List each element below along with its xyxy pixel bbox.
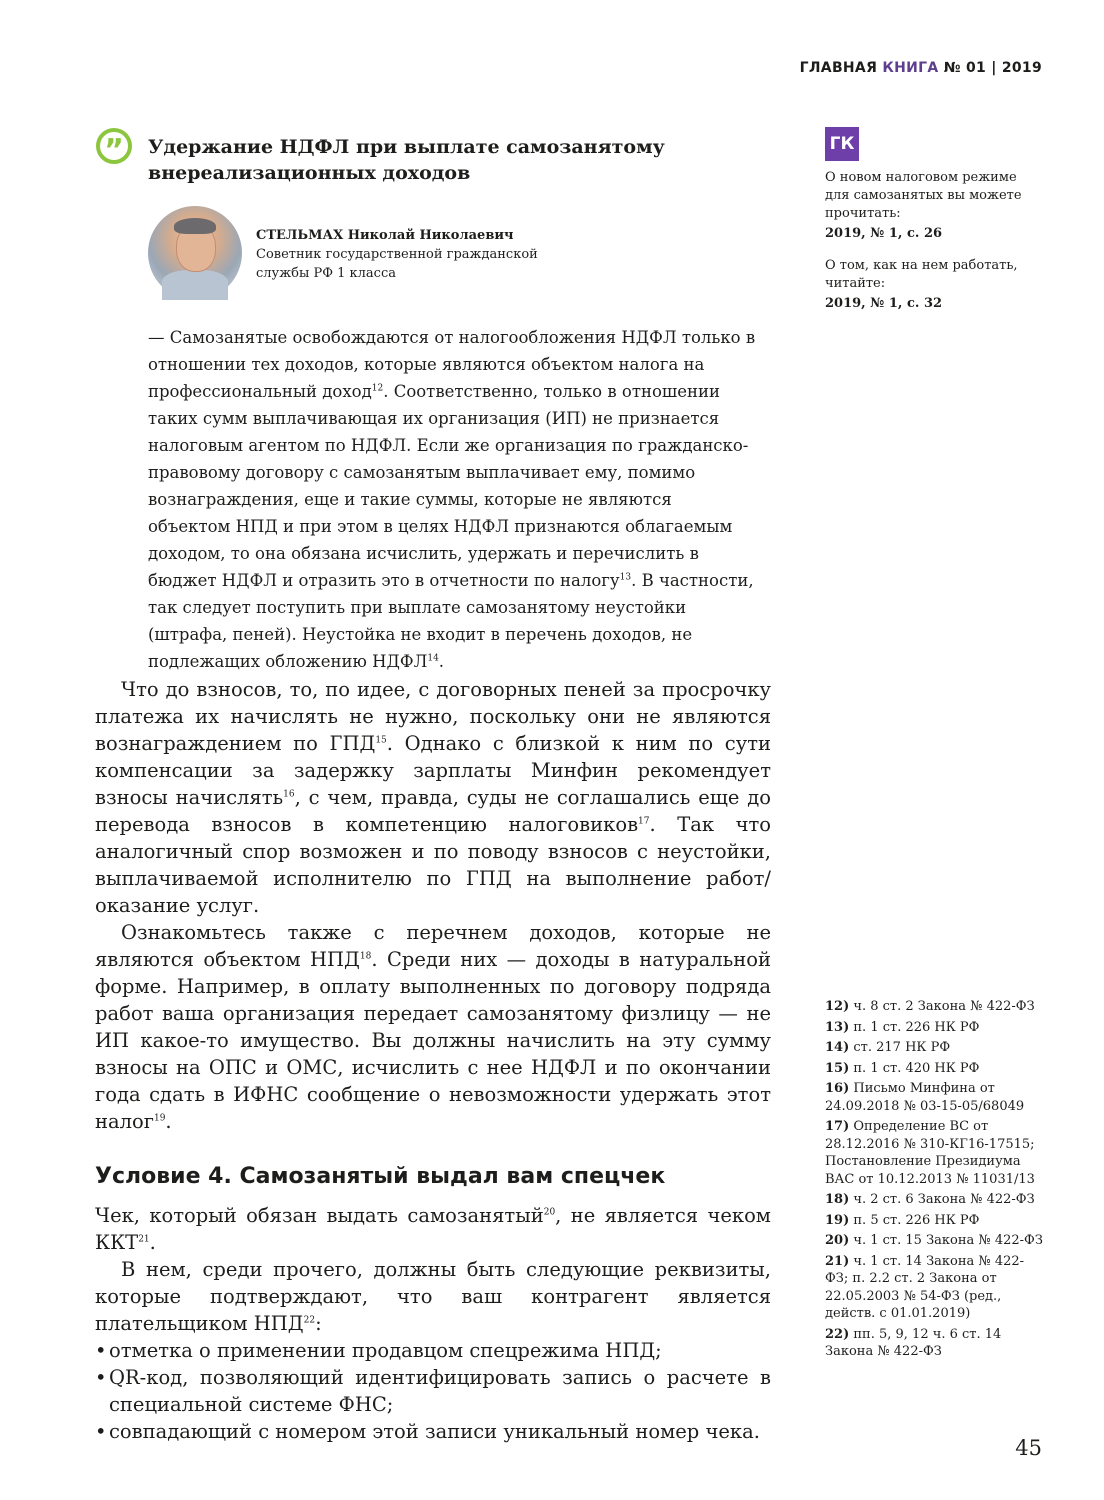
footnote: 18) ч. 2 ст. 6 Закона № 422-ФЗ bbox=[825, 1192, 1035, 1207]
paragraph: Чек, который обязан выдать самозанятый$^{20}$, не является чеком ККТ$^{21}$. bbox=[95, 1204, 771, 1254]
brand-main: ГЛАВНАЯ bbox=[799, 60, 878, 76]
footnote: 15) п. 1 ст. 420 НК РФ bbox=[825, 1060, 980, 1076]
sidebar-reference-link[interactable]: 2019, № 1, с. 32 bbox=[825, 296, 943, 311]
quote-body: — Самозанятые освобождаются от налогообложения НДФЛ только в отношении тех доходов, которые являются объектом налога на профессиональный доход$^{12}$. Соответственно, только в отношении таких сумм выплачивающая их организация (ИП) не признается налоговым агентом по НДФЛ. Если же организация по гражданско-правовому договору с самозанятым выплачивает ему, помимо вознаграждения, еще и такие суммы, которые не являются объектом НПД и при этом в целях НДФЛ признаются облагаемым доходом, то она обязана исчислить, удержать и перечислить в бюджет НДФЛ и отразить это в отчетности по налогу$^{13}$. В частности, так следует поступить при выплате самозанятому неустойки (штрафа, пеней). Неустойка не входит в перечень доходов, не подлежащих обложению НДФЛ$^{14}$. bbox=[148, 328, 756, 671]
footnote: 21) ч. 1 ст. 14 Закона № 422-ФЗ; п. 2.2 ст. 2 Закона от 22.05.2003 № 54-ФЗ (ред., действ. с 01.01.2019) bbox=[825, 1253, 1025, 1321]
footnote: 12) ч. 8 ст. 2 Закона № 422-ФЗ bbox=[825, 999, 1035, 1014]
sidebar-note: О том, как на нем работать, читайте: bbox=[825, 258, 1018, 291]
footnote: 17) Определение ВС от 28.12.2016 № 310-КГ16-17515; Постановление Президиума ВАС от 10.12.2013 № 11031/13 bbox=[825, 1119, 1035, 1187]
paragraph: В нем, среди прочего, должны быть следующие реквизиты, которые подтверждают, что ваш контрагент является плательщиком НПД$^{22}$: bbox=[95, 1258, 771, 1335]
footnote: 16) Письмо Минфина от 24.09.2018 № 03-15-05/68049 bbox=[825, 1081, 1025, 1114]
quote-title: Удержание НДФЛ при выплате самозанятому внереализационных доходов bbox=[148, 136, 665, 184]
footnote: 19) п. 5 ст. 226 НК РФ bbox=[825, 1212, 980, 1228]
section-heading: Условие 4. Самозанятый выдал вам спецчек bbox=[95, 1164, 666, 1189]
gk-logo-icon: ГК bbox=[825, 127, 859, 161]
page-number: 45 bbox=[1015, 1436, 1042, 1460]
article-body bbox=[95, 676, 771, 1445]
avatar bbox=[148, 206, 242, 300]
brand-accent: КНИГА bbox=[882, 60, 939, 76]
running-header bbox=[800, 60, 1042, 76]
requisites-list bbox=[95, 1337, 771, 1445]
quote-icon: ” bbox=[96, 128, 132, 164]
footnote: 20) ч. 1 ст. 15 Закона № 422-ФЗ bbox=[825, 1233, 1043, 1248]
author-info bbox=[256, 226, 576, 283]
footnote: 13) п. 1 ст. 226 НК РФ bbox=[825, 1019, 980, 1035]
list-item: • QR-код, позволяющий идентифицировать запись о расчете в специальной системе ФНС; bbox=[95, 1364, 771, 1418]
sidebar-note: О новом налоговом режиме для самозанятых вы можете прочитать: bbox=[825, 170, 1022, 221]
author-name: СТЕЛЬМАХ Николай Николаевич bbox=[256, 228, 514, 243]
footnote: 14) ст. 217 НК РФ bbox=[825, 1040, 951, 1055]
sidebar-notes bbox=[825, 127, 1045, 327]
list-item: • отметка о применении продавцом спецрежима НПД; bbox=[95, 1337, 771, 1364]
issue-number: № 01 | 2019 bbox=[943, 60, 1042, 76]
paragraph: Ознакомьтесь также с перечнем доходов, которые не являются объектом НПД$^{18}$. Среди них — доходы в натуральной форме. Например, в оплату выполненных по договору подряда работ ваша организация передает самозанятому физлицу — не ИП какое-то имущество. Вы должны начислить на эту сумму взносы на ОПС и ОМС, исчислить с нее НДФЛ и по окончании года сдать в ИФНС сообщение о невозможности удержать этот налог$^{19}$. bbox=[95, 921, 772, 1133]
author-role: Советник государственной гражданской службы РФ 1 класса bbox=[256, 247, 538, 281]
paragraph: Что до взносов, то, по идее, с договорных пеней за просрочку платежа их начислять не нужно, поскольку они не являются вознаграждением по ГПД$^{15}$. Однако с близкой к ним по сути компенсации за задержку зарплаты Минфин рекомендует взносы начислять$^{16}$, с чем, правда, суды не соглашались еще до перевода взносов в компетенцию налоговиков$^{17}$. Так что аналогичный спор возможен и по поводу взносов с неустойки, выплачиваемой исполнителю по ГПД на выполнение работ/оказание услуг. bbox=[95, 678, 771, 917]
footnotes bbox=[825, 998, 1047, 1364]
sidebar-reference-link[interactable]: 2019, № 1, с. 26 bbox=[825, 226, 943, 241]
footnote: 22) пп. 5, 9, 12 ч. 6 ст. 14 Закона № 422-ФЗ bbox=[825, 1326, 1002, 1359]
list-item: • совпадающий с номером этой записи уникальный номер чека. bbox=[95, 1418, 771, 1445]
